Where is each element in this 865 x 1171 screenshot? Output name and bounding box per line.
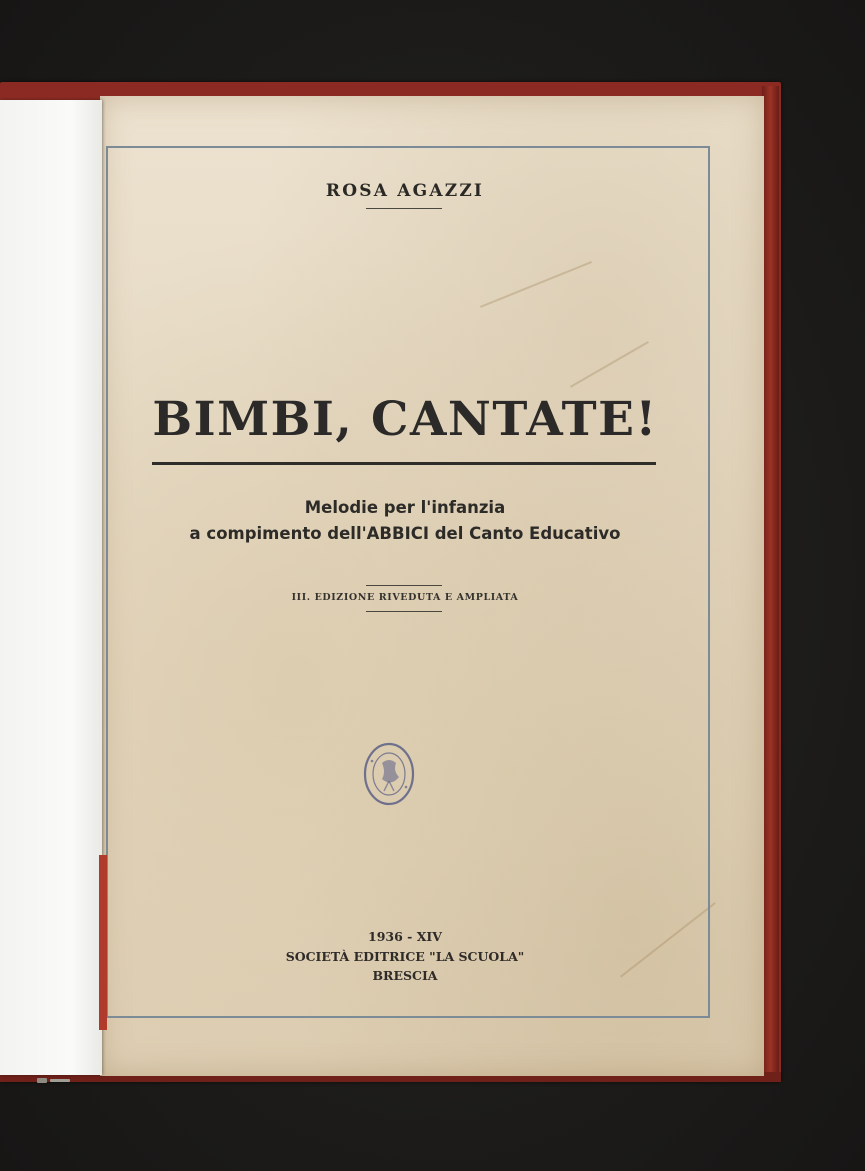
publication-year: 1936 - XIV [368,929,442,944]
binding-clip-icon [36,1076,72,1085]
edition-rule-bottom [366,611,442,612]
flyleaf-red-strip [99,855,107,1030]
book-title: BIMBI, CANTATE! [152,392,658,447]
subtitle-line-1: Melodie per l'infanzia [304,498,506,517]
author-name: ROSA AGAZZI [325,181,485,201]
flyleaf [0,100,102,1075]
cover-edge [762,86,779,1078]
publisher-name: SOCIETÀ EDITRICE "LA SCUOLA" [285,949,525,964]
subtitle-line-2: a compimento dell'ABBICI del Canto Educativo [189,524,621,543]
edition-rule-top [366,585,442,586]
library-stamp-icon [362,741,416,807]
author-underline [366,208,442,209]
title-underline [152,462,656,465]
edition-note: III. EDIZIONE RIVEDUTA E AMPLIATA [291,592,519,603]
publication-city: BRESCIA [372,968,438,983]
title-page [100,96,764,1076]
page-border-frame [106,146,710,1018]
